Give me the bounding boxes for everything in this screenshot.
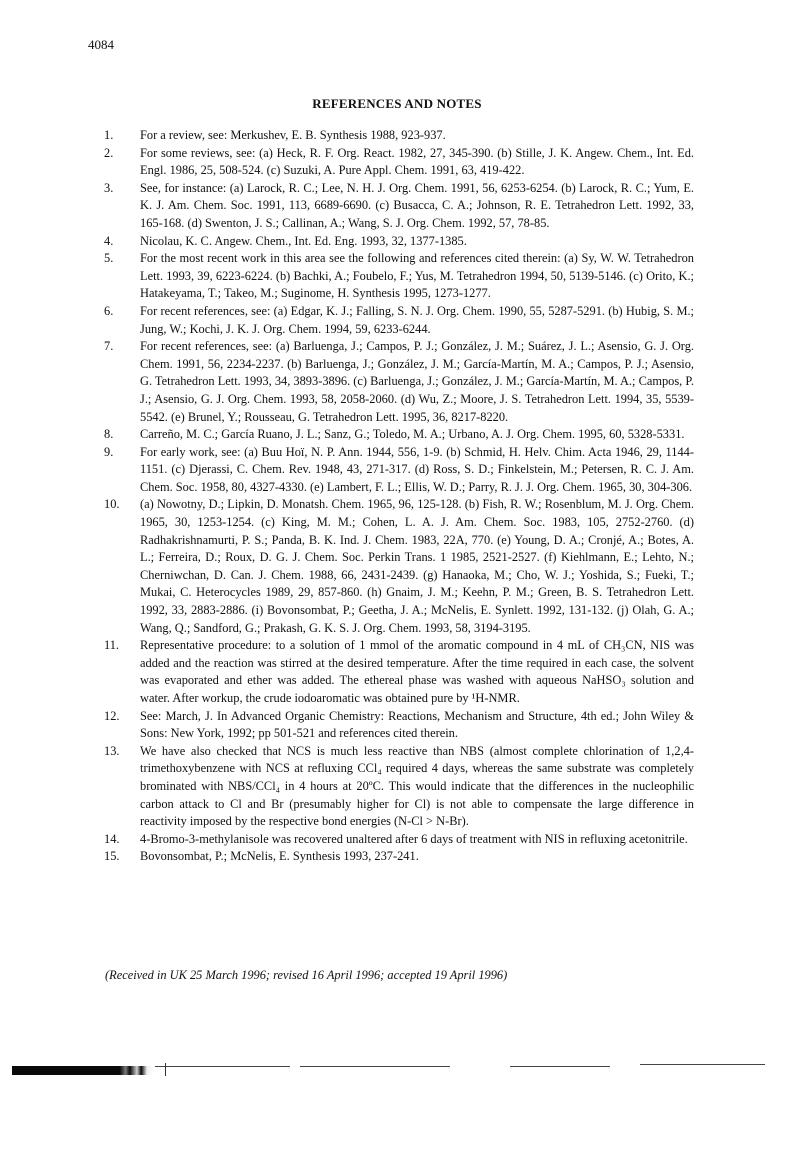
scan-artifact-bar (12, 1066, 154, 1075)
reference-item (104, 848, 694, 866)
reference-item (104, 637, 694, 707)
reference-item (104, 127, 694, 145)
reference-number: 8. (104, 427, 114, 442)
reference-text: For early work, see: (a) Buu Hoï, N. P. Ann. 1944, 556, 1-9. (b) Schmid, H. Helv. Chim. Acta 1946, 29, 1144-1151. (c) Djerassi, C. Chem. Rev. 1948, 43, 271-317. (d) Ross, S. D.; Finkelstein, M.; Petersen, R. C. J. Am. Chem. Soc. 1958, 80, 4327-4330. (e) Lambert, F. L.; Ellis, W. D.; Parry, R. J. J. Org. Chem. 1965, 30, 304-306. (140, 444, 694, 494)
reference-number: 12. (104, 708, 120, 723)
reference-text: For recent references, see: (a) Edgar, K. J.; Falling, S. N. J. Org. Chem. 1990, 55, 5287-5291. (b) Hubig, S. M.; Jung, W.; Kochi, J. K. J. Org. Chem. 1994, 59, 6233-6244. (140, 303, 694, 336)
reference-item (104, 250, 694, 303)
reference-number: 7. (104, 339, 114, 354)
reference-text: For a review, see: Merkushev, E. B. Synthesis 1988, 923-937. (140, 128, 446, 142)
scan-artifact-tick (165, 1063, 166, 1076)
reference-number: 2. (104, 145, 114, 160)
reference-text: For some reviews, see: (a) Heck, R. F. Org. React. 1982, 27, 345-390. (b) Stille, J. K. Angew. Chem., Int. Ed. Engl. 1986, 25, 508-524. (c) Suzuki, A. Pure Appl. Chem. 1991, 63, 419-422. (140, 145, 694, 178)
reference-item (104, 145, 694, 180)
reference-number: 13. (104, 743, 120, 758)
reference-item (104, 743, 694, 831)
reference-text: For recent references, see: (a) Barluenga, J.; Campos, P. J.; González, J. M.; Suárez, J. L.; Asensio, G. J. Org. Chem. 1991, 56, 2234-2237. (b) Barluenga, J.; González, J. M.; García-Martín, M. A.; Campos, P. J.; Asensio, G. Tetrahedron Lett. 1993, 34, 3893-3896. (c) Barluenga, J.; González, J. M.; García-Martín, M. A.; Campos, P. J.; Asensio, G. J. Org. Chem. 1993, 58, 2058-2060. (d) Wu, Z.; Moore, J. S. Tetrahedron Lett. 1994, 35, 5539-5542. (e) Brunel, Y.; Rousseau, G. Tetrahedron Lett. 1995, 36, 8217-8220. (140, 339, 694, 424)
reference-number: 5. (104, 251, 114, 266)
reference-text: Carreño, M. C.; García Ruano, J. L.; Sanz, G.; Toledo, M. A.; Urbano, A. J. Org. Chem. 1995, 60, 5328-5331. (140, 427, 685, 442)
footer-rule (155, 1066, 290, 1067)
reference-number: 11. (104, 638, 120, 653)
reference-text: Bovonsombat, P.; McNelis, E. Synthesis 1993, 237-241. (140, 849, 419, 864)
reference-text: We have also checked that NCS is much less reactive than NBS (almost complete chlorination of 1,2,4-trimethoxybenzene with NCS at refluxing CCl₄ required 4 days, whereas the same substrate was completely brominated with NBS/CCl₄ in 4 hours at 20ºC. This would indicate that the differences in the nucleophilic carbon attack to Cl and Br (presumably higher for Cl) is not able to compensate the large difference in reactivity imposed by the respective bond energies (N-Cl > N-Br). (140, 743, 694, 829)
reference-item (104, 444, 694, 497)
reference-number: 10. (104, 497, 120, 512)
reference-item (104, 338, 694, 426)
reference-number: 14. (104, 831, 120, 846)
reference-text: Representative procedure: to a solution of 1 mmol of the aromatic compound in 4 mL of CH₃CN, NIS was added and the reaction was stirred at the desired temperature. After the time required in each case, the solvent was evaporated and ether was added. The ethereal phase was washed with aqueous NaHSO₃ solution and water. After workup, the crude iodoaromatic was obtained pure by ¹H-NMR. (140, 638, 694, 705)
received-note: (Received in UK 25 March 1996; revised 16 April 1996; accepted 19 April 1996) (105, 968, 508, 982)
reference-text: See: March, J. In Advanced Organic Chemistry: Reactions, Mechanism and Structure, 4th ed.; John Wiley & Sons: New York, 1992; pp 501-521 and references cited therein. (140, 708, 694, 741)
reference-number: 3. (104, 180, 114, 195)
footer-rule (300, 1066, 450, 1067)
page-number: 4084 (88, 37, 114, 52)
reference-item (104, 426, 694, 444)
reference-text: Nicolau, K. C. Angew. Chem., Int. Ed. Eng. 1993, 32, 1377-1385. (140, 233, 467, 248)
reference-text: See, for instance: (a) Larock, R. C.; Lee, N. H. J. Org. Chem. 1991, 56, 6253-6254. (b) Larock, R. C.; Yum, E. K. J. Am. Chem. Soc. 1991, 113, 6689-6690. (c) Busacca, C. A.; Johnson, R. E. Tetrahedron Lett. 1992, 33, 165-168. (d) Swenton, J. S.; Callinan, A.; Wang, S. J. Org. Chem. 1992, 57, 78-85. (140, 180, 694, 230)
reference-number: 6. (104, 303, 114, 318)
reference-number: 4. (104, 233, 114, 248)
references-heading: REFERENCES AND NOTES (312, 96, 482, 111)
reference-item (104, 708, 694, 743)
reference-number: 15. (104, 849, 120, 864)
reference-item (104, 233, 694, 251)
reference-item (104, 180, 694, 233)
reference-item (104, 496, 694, 637)
reference-number: 9. (104, 444, 114, 459)
footer-rule (510, 1066, 610, 1067)
reference-item (104, 303, 694, 338)
reference-item (104, 831, 694, 849)
reference-text: For the most recent work in this area see the following and references cited therein: (a) Sy, W. W. Tetrahedron Lett. 1993, 39, 6223-6224. (b) Bachki, A.; Foubelo, F.; Yus, M. Tetrahedron 1994, 50, 5139-5146. (c) Orito, K.; Hatakeyama, T.; Takeo, M.; Suginome, H. Synthesis 1995, 1273-1277. (140, 251, 694, 301)
references-list (104, 127, 694, 866)
reference-number: 1. (104, 128, 114, 142)
footer-rule (640, 1064, 765, 1065)
reference-text: 4-Bromo-3-methylanisole was recovered unaltered after 6 days of treatment with NIS in refluxing acetonitrile. (140, 831, 688, 846)
reference-text: (a) Nowotny, D.; Lipkin, D. Monatsh. Chem. 1965, 96, 125-128. (b) Fish, R. W.; Rosenblum, M. J. Org. Chem. 1965, 30, 1253-1254. (c) King, M. M.; Cohen, L. A. J. Am. Chem. Soc. 1983, 105, 2752-2760. (d) Radhakrishnamurti, P. S.; Panda, B. K. Ind. J. Chem. 1983, 22A, 770. (e) Young, D. A.; Cronjé, A.; Botes, A. L.; Ferreira, D.; Roux, D. G. J. Chem. Soc. Perkin Trans. 1 1985, 2521-2527. (f) Kiehlmann, E.; Lehto, N.; Cherniwchan, D. Can. J. Chem. 1988, 66, 2431-2439. (g) Hanaoka, M.; Cho, W. J.; Yoshida, S.; Fueki, T.; Mukai, C. Heterocycles 1989, 29, 857-860. (h) Gnaim, J. M.; Keehn, P. M.; Green, B. S. Tetrahedron Lett. 1992, 33, 2883-2886. (i) Bovonsombat, P.; Geetha, J. A.; McNelis, E. Synlett. 1992, 131-132. (j) Olah, G. A.; Wang, Q.; Sandford, G.; Prakash, G. K. S. J. Org. Chem. 1993, 58, 3194-3195. (140, 497, 694, 635)
